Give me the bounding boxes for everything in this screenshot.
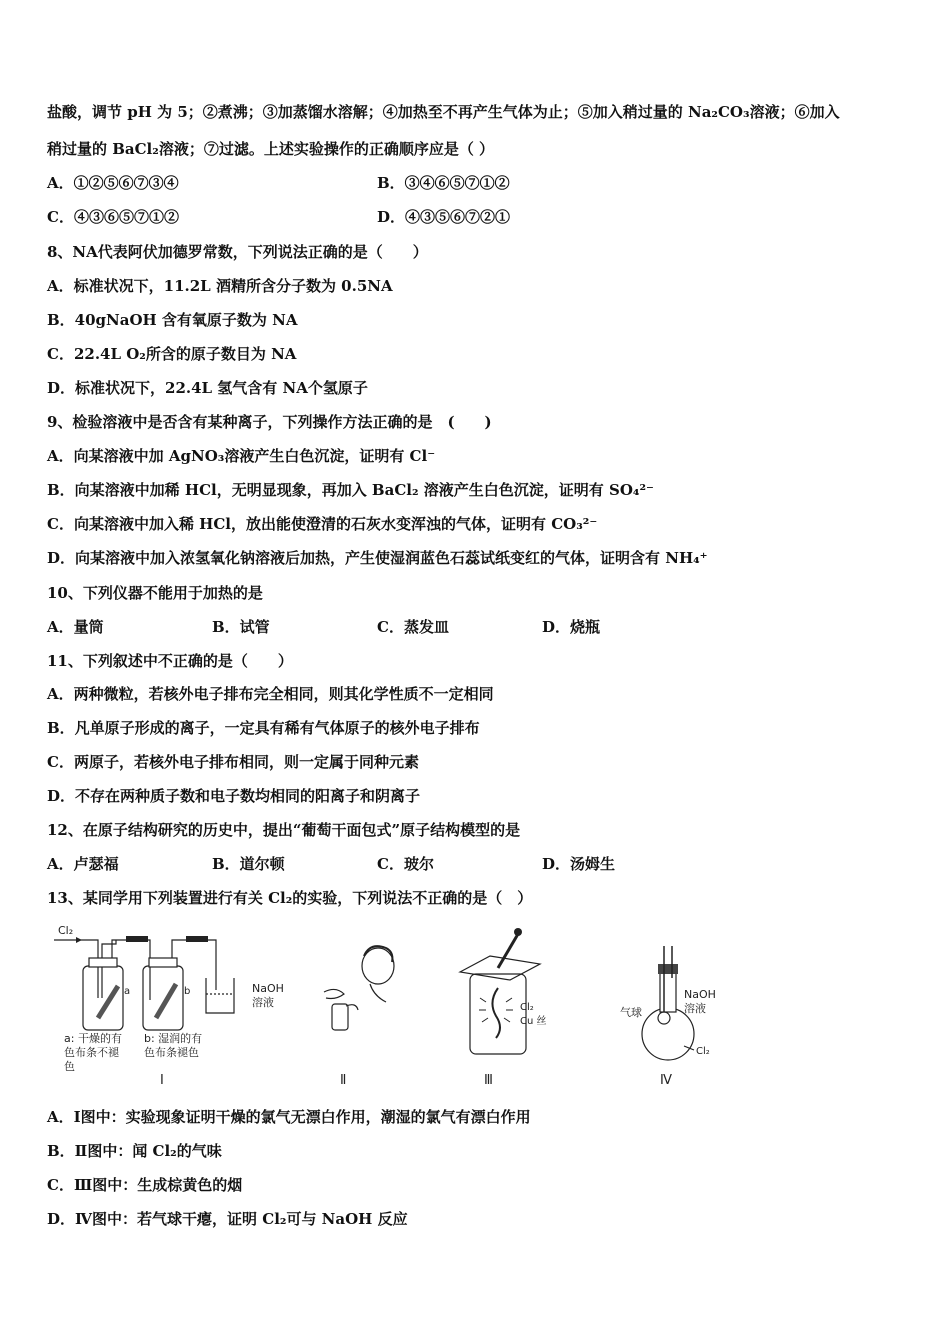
q12-stem: 12、在原子结构研究的历史中，提出“葡萄干面包式”原子结构模型的是 [47, 821, 521, 839]
q8-option-c: C．22.4L O₂所含的原子数目为 NA [47, 345, 297, 363]
q7-option-d: D．④③⑤⑥⑦②① [377, 208, 511, 226]
q10-stem: 10、下列仪器不能用于加热的是 [47, 584, 263, 602]
q9-option-d: D．向某溶液中加入浓氢氧化钠溶液后加热，产生使湿润蓝色石蕊试纸变红的气体，证明含有 NH₄⁺ [47, 549, 708, 567]
q13-option-b: B．Ⅱ图中：闻 Cl₂的气味 [47, 1142, 222, 1160]
q12-option-c: C．玻尔 [377, 855, 434, 873]
q8-option-a: A．标准状况下，11.2L 酒精所含分子数为 0.5NA [47, 277, 393, 295]
q11-option-c: C．两原子，若核外电子排布相同，则一定属于同种元素 [47, 753, 419, 771]
flask-neck [660, 968, 676, 1012]
q10-option-a: A．量筒 [47, 618, 104, 636]
figure-2-smelling [324, 946, 394, 1088]
copper-wire [492, 988, 500, 1038]
naoh-beaker [206, 978, 234, 1013]
q9-option-c: C．向某溶液中加入稀 HCl，放出能使澄清的石灰水变浑浊的气体，证明有 CO₃²⁻ [47, 515, 598, 533]
q13-apparatus-figure [40, 918, 760, 1093]
q7-option-a: A．①②⑤⑥⑦③④ [47, 174, 179, 192]
fig1-label-b: b [184, 986, 191, 997]
figure-1-gas-bottles [54, 924, 284, 1088]
q11-option-d: D．不存在两种质子数和电子数均相同的阳离子和阴离子 [47, 787, 421, 805]
fig4-solution-label: 溶液 [684, 1002, 706, 1015]
fig1-caption-a3: 色 [64, 1060, 75, 1073]
gas-bottle [332, 1004, 348, 1030]
q7-line1: 盐酸，调节 pH 为 5；②煮沸；③加蒸馏水溶解；④加热至不再产生气体为止；⑤加入稍过量的 Na₂CO₃溶液；⑥加入 [47, 103, 840, 121]
figure-4-flask-balloon [620, 946, 716, 1088]
fig1-caption-b1: b: 湿润的有 [144, 1032, 203, 1045]
fig1-caption-b2: 色布条褪色 [144, 1046, 199, 1059]
q11-stem: 11、下列叙述中不正确的是（ ） [47, 652, 293, 670]
fig1-solution-label: 溶液 [252, 996, 274, 1009]
head-outline [362, 948, 394, 984]
q11-option-a: A．两种微粒，若核外电子排布完全相同，则其化学性质不一定相同 [47, 685, 494, 703]
q10-option-b: B．试管 [212, 618, 270, 636]
fig3-roman: Ⅲ [484, 1073, 493, 1088]
q9-option-b: B．向某溶液中加稀 HCl，无明显现象，再加入 BaCl₂ 溶液产生白色沉淀，证明有 SO₄²⁻ [47, 481, 654, 499]
balloon [658, 1012, 670, 1024]
q13-stem: 13、某同学用下列装置进行有关 Cl₂的实验，下列说法不正确的是（ ） [47, 889, 533, 907]
fig4-cl2-label: Cl₂ [696, 1046, 710, 1057]
fig1-roman: Ⅰ [160, 1073, 164, 1088]
q8-stem: 8、NA代表阿伏加德罗常数，下列说法正确的是（ ） [47, 243, 428, 261]
fig4-roman: Ⅳ [660, 1073, 672, 1088]
q13-option-a: A．Ⅰ图中：实验现象证明干燥的氯气无漂白作用，潮湿的氯气有漂白作用 [47, 1108, 531, 1126]
fig1-label-a: a [124, 986, 131, 997]
fig2-roman: Ⅱ [340, 1073, 347, 1088]
tube-b-to-beaker [172, 940, 216, 990]
hand [324, 989, 344, 998]
q7-option-b: B．③④⑥⑤⑦①② [377, 174, 510, 192]
figure-3-copper-burning [460, 928, 547, 1088]
q11-option-b: B．凡单原子形成的离子，一定具有稀有气体原子的核外电子排布 [47, 719, 480, 737]
q8-option-b: B．40gNaOH 含有氧原子数为 NA [47, 311, 298, 329]
fig1-caption-a2: 色布条不褪 [64, 1046, 119, 1059]
q12-option-d: D．汤姆生 [542, 855, 616, 873]
q13-option-c: C．Ⅲ图中：生成棕黄色的烟 [47, 1176, 243, 1194]
glass-plate [460, 956, 540, 980]
copper-wire-handle [498, 934, 518, 968]
q10-option-d: D．烧瓶 [542, 618, 601, 636]
q7-option-c: C．④③⑥⑤⑦①② [47, 208, 179, 226]
q8-option-d: D．标准状况下，22.4L 氢气含有 NA个氢原子 [47, 379, 368, 397]
bottle-b [143, 966, 183, 1030]
fig3-cu-label: Cu 丝 [520, 1016, 547, 1027]
bottle-a [83, 966, 123, 1030]
fig1-naoh-label: NaOH [252, 982, 284, 995]
gas-jar [470, 974, 526, 1054]
q9-stem: 9、检验溶液中是否含有某种离子，下列操作方法正确的是 ( ) [47, 413, 492, 431]
fig1-inlet-tube [82, 940, 98, 998]
q7-line2: 稍过量的 BaCl₂溶液；⑦过滤。上述实验操作的正确顺序应是（ ） [47, 140, 495, 158]
round-flask [642, 1008, 694, 1060]
fig4-naoh-label: NaOH [684, 988, 716, 1001]
fig4-balloon-label: 气球 [620, 1006, 642, 1019]
fig1-caption-a1: a: 干燥的有 [64, 1032, 122, 1045]
q13-option-d: D．Ⅳ图中：若气球干瘪，证明 Cl₂可与 NaOH 反应 [47, 1210, 408, 1228]
fig1-cl2-label: Cl₂ [58, 924, 74, 937]
q10-option-c: C．蒸发皿 [377, 618, 449, 636]
q12-option-a: A．卢瑟福 [47, 855, 119, 873]
fig3-cl2-label: Cl₂ [520, 1002, 534, 1013]
q9-option-a: A．向某溶液中加 AgNO₃溶液产生白色沉淀，证明有 Cl⁻ [47, 447, 436, 465]
q12-option-b: B．道尔顿 [212, 855, 285, 873]
